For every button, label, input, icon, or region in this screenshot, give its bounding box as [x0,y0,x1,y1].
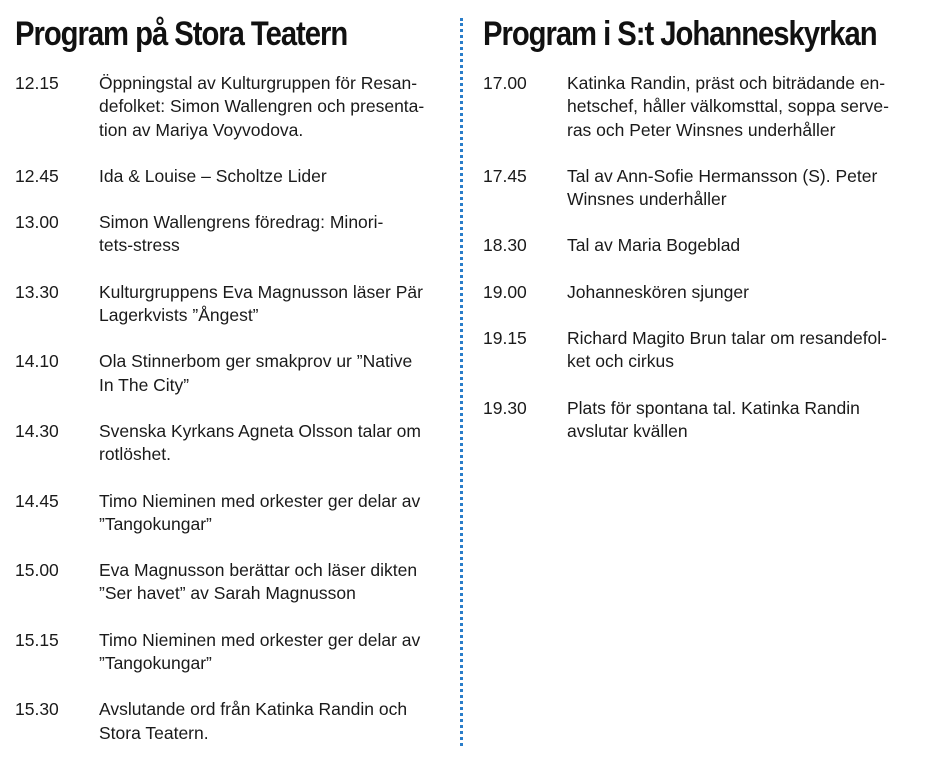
entry-description: Plats för spontana tal. Katinka Randin avslutar kvällen [567,397,860,441]
entry-description: Richard Magito Brun talar om resandefol- ket och cirkus [567,328,888,372]
entry-time: 15.15 [15,629,59,650]
entry-description: Öppningstal av Kulturgruppen för Resan- defolket: Simon Wallengren och presenta- tion av Mariya Voyvodova. [99,73,425,140]
schedule-entry [15,165,445,188]
entry-time: 14.10 [15,351,59,372]
entry-description: Simon Wallengrens föredrag: Minori- tets-stress [99,212,384,256]
schedule-entry [15,281,445,328]
entry-time: 13.00 [15,212,59,233]
johanneskyrkan-schedule [483,72,913,443]
entry-description: Tal av Maria Bogeblad [567,235,741,256]
schedule-entry [483,397,913,444]
schedule-entry [15,698,445,745]
schedule-entry [483,327,913,374]
entry-description: Johanneskören sjunger [567,281,749,302]
schedule-entry [483,165,913,212]
entry-time: 19.00 [483,281,527,302]
entry-description: Ola Stinnerbom ger smakprov ur ”Native In The City” [99,351,413,395]
schedule-entry [15,490,445,537]
schedule-entry [15,350,445,397]
entry-description: Katinka Randin, präst och biträdande en- hetschef, håller välkomsttal, soppa serve- ras och Peter Winsnes underhåller [567,73,889,140]
entry-description: Tal av Ann-Sofie Hermansson (S). Peter Winsnes underhåller [567,165,878,210]
entry-description: Kulturgruppens Eva Magnusson läser Pär Lagerkvists ”Ångest” [99,281,423,326]
schedule-entry [15,72,445,142]
entry-time: 15.00 [15,560,59,581]
johanneskyrkan-title: Program i S:t Johanneskyrkan [483,15,877,53]
entry-description: Avslutande ord från Katinka Randin och Stora Teatern. [99,699,408,743]
entry-description: Timo Nieminen med orkester ger delar av ”Tangokungar” [99,629,421,674]
entry-time: 15.30 [15,699,59,720]
entry-description: Svenska Kyrkans Agneta Olsson talar om rotlöshet. [99,420,421,465]
entry-time: 19.15 [483,328,527,349]
entry-description: Eva Magnusson berättar och läser dikten ”Ser havet” av Sarah Magnusson [99,560,418,604]
entry-time: 12.15 [15,73,59,93]
entry-description: Ida & Louise – Scholtze Lider [99,165,327,186]
entry-time: 12.45 [15,165,59,186]
entry-time: 18.30 [483,235,527,256]
schedule-entry [15,629,445,676]
entry-time: 14.45 [15,490,59,511]
entry-time: 13.30 [15,281,59,302]
schedule-entry [15,211,445,258]
entry-description: Timo Nieminen med orkester ger delar av ”Tangokungar” [99,490,421,534]
schedule-entry [483,72,913,142]
schedule-entry [483,281,913,304]
johanneskyrkan-program [483,12,913,466]
stora-teatern-title: Program på Stora Teatern [15,15,348,53]
entry-time: 17.45 [483,165,527,186]
column-divider [460,18,463,746]
entry-time: 14.30 [15,420,59,441]
stora-teatern-schedule [15,72,445,745]
schedule-entry [483,234,913,257]
entry-time: 17.00 [483,73,527,93]
schedule-entry [15,420,445,467]
entry-time: 19.30 [483,397,527,418]
schedule-entry [15,559,445,606]
stora-teatern-program [15,12,445,768]
